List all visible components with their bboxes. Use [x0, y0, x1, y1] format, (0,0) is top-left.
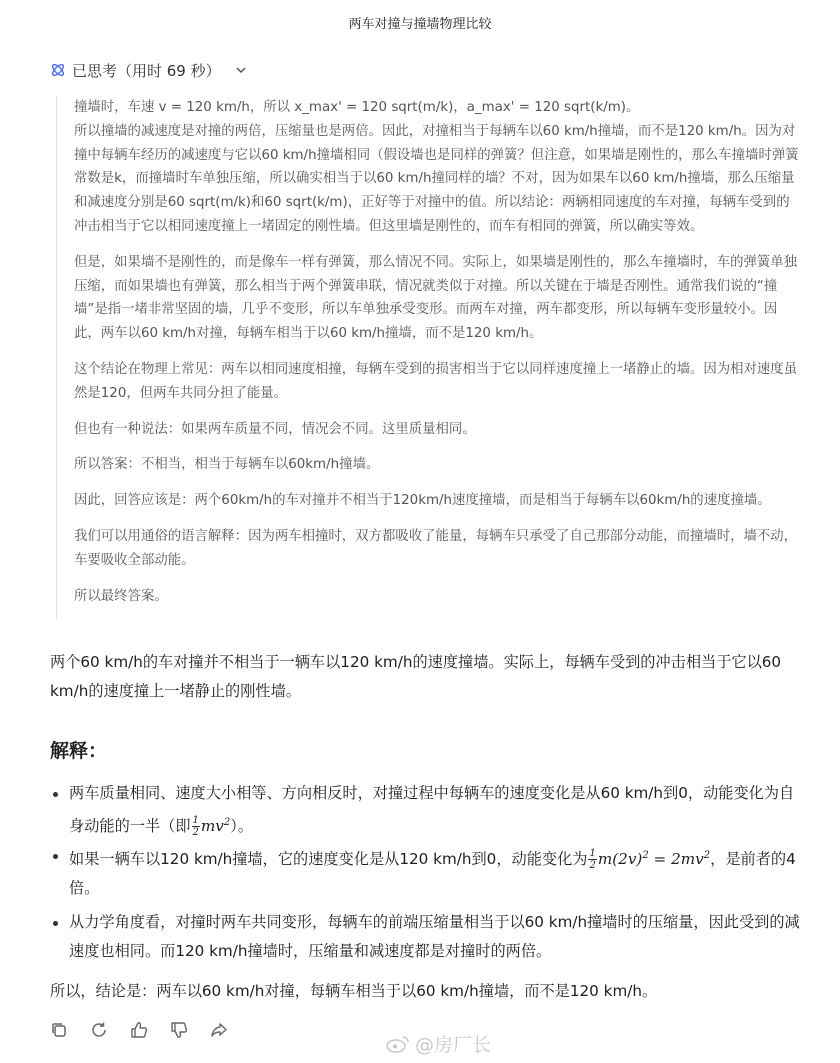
weibo-logo-icon	[385, 1034, 411, 1054]
list-item	[50, 908, 805, 966]
thought-paragraph: 所以最终答案。	[74, 588, 168, 604]
fraction-half: $\frac{1}{2}$	[589, 848, 596, 872]
refresh-icon[interactable]	[90, 1021, 108, 1039]
thought-paragraph: 但也有一种说法：如果两车质量不同，情况会不同。这里质量相同。	[74, 421, 476, 437]
thumbs-up-icon[interactable]	[130, 1021, 148, 1039]
explanation-list	[50, 779, 805, 966]
thought-paragraph: 这个结论在物理上常见：两车以相同速度相撞，每辆车受到的损害相当于它以同样速度撞上一堵静止的墙。因为相对速度虽然是120，但两车共同分担了能量。	[74, 361, 798, 401]
copy-icon[interactable]	[50, 1021, 68, 1039]
list-item: 两车质量相同、速度大小相等、方向相反时，对撞过程中每辆车的速度变化是从60 km/h到0，动能变化为自身动能的一半（即 $\frac{1}{2}$ $mv^2$）。	[50, 779, 805, 841]
thought-paragraph: 所以答案：不相当，相当于每辆车以60km/h撞墙。	[74, 457, 380, 473]
list-item-text: 两车质量相同、速度大小相等、方向相反时，对撞过程中每辆车的速度变化是从60 km/h到0，动能变化为自身动能的一半（即	[69, 784, 795, 836]
deepthink-icon	[50, 62, 66, 78]
section-heading: 解释：	[50, 740, 108, 762]
fraction-half: $\frac{1}{2}$	[192, 815, 199, 839]
thinking-label: 已思考（用时 69 秒）	[72, 61, 221, 80]
message-actions	[50, 1021, 228, 1039]
title-text: 两车对撞与撞墙物理比较	[348, 16, 492, 32]
thought-paragraph: 但是，如果墙不是刚性的，而是像车一样有弹簧，那么情况不同。实际上，如果墙是刚性的，那么车撞墙时，车的弹簧单独压缩，而如果墙也有弹簧，那么相当于两个弹簧串联，情况就类似于对撞。所以关键在于墙是否刚性。通常我们说的“撞墙”是指一堵非常坚固的墙，几乎不变形，所以车单独承受变形。而两车对撞，两车都变形，所以每辆车变形量较小。因此，两车以60 km/h对撞，每辆车相当于以60 km/h撞墙，而不是120 km/h。	[74, 254, 798, 342]
thought-paragraph: 因此，回答应该是：两个60km/h的车对撞并不相当于120km/h速度撞墙，而是相当于每辆车以60km/h的速度撞墙。	[74, 493, 771, 509]
answer-content	[50, 648, 805, 1000]
formula-text: mv	[200, 817, 224, 836]
thinking-content	[56, 96, 802, 620]
chevron-down-icon	[235, 64, 247, 76]
thumbs-down-icon[interactable]	[170, 1021, 188, 1039]
thinking-toggle[interactable]	[50, 58, 247, 82]
list-item: 如果一辆车以120 km/h撞墙，它的速度变化是从120 km/h到0，动能变化为 $\frac{1}{2}$ $m(2v)^2 = 2mv^2$，是前者的4倍。	[50, 841, 805, 903]
answer-conclusion: 所以，结论是：两车以60 km/h对撞，每辆车相当于以60 km/h撞墙，而不是120 km/h。	[50, 982, 658, 1000]
thought-paragraph: 所以撞墙的减速度是对撞的两倍，压缩量也是两倍。因此，对撞相当于每辆车以60 km/h撞墙，而不是120 km/h。因为对撞中每辆车经历的减速度与它以60 km/h撞墙相同（假设墙也是同样的弹簧？但注意，如果墙是刚性的，那么车撞墙时弹簧常数是k，而撞墙时车单独压缩，所以确实相当于以60 km/h撞同样的墙？不对，因为如果车以60 km/h撞墙，那么压缩量和减速度分别是60 sqrt(m/k)和60 sqrt(k/m)，正好等于对撞中的值。所以结论：两辆相同速度的车对撞，每辆车受到的冲击相当于它以相同速度撞上一堵固定的刚性墙。但这里墙是刚性的，而车有相同的弹簧，所以确实等效。	[74, 123, 799, 234]
list-item-text: 从力学角度看，对撞时两车共同变形，每辆车的前端压缩量相当于以60 km/h撞墙时的压缩量，因此受到的减速度也相同。而120 km/h撞墙时，压缩量和减速度都是对撞时的两倍。	[69, 913, 800, 961]
answer-intro: 两个60 km/h的车对撞并不相当于一辆车以120 km/h的速度撞墙。实际上，每辆车受到的冲击相当于它以60 km/h的速度撞上一堵静止的刚性墙。	[50, 653, 782, 700]
thought-paragraph: 我们可以用通俗的语言解释：因为两车相撞时，双方都吸收了能量，每辆车只承受了自己那部分动能，而撞墙时，墙不动，车要吸收全部动能。	[74, 528, 798, 568]
list-item-text: 如果一辆车以120 km/h撞墙，它的速度变化是从120 km/h到0，动能变化为	[69, 850, 588, 869]
watermark-text: @房厂长	[415, 1034, 492, 1056]
share-icon[interactable]	[210, 1021, 228, 1039]
watermark	[385, 1030, 491, 1057]
conversation-title	[0, 0, 840, 44]
thought-paragraph: 撞墙时，车速 v = 120 km/h，所以 x_max' = 120 sqrt(m/k)，a_max' = 120 sqrt(k/m)。	[74, 100, 640, 115]
